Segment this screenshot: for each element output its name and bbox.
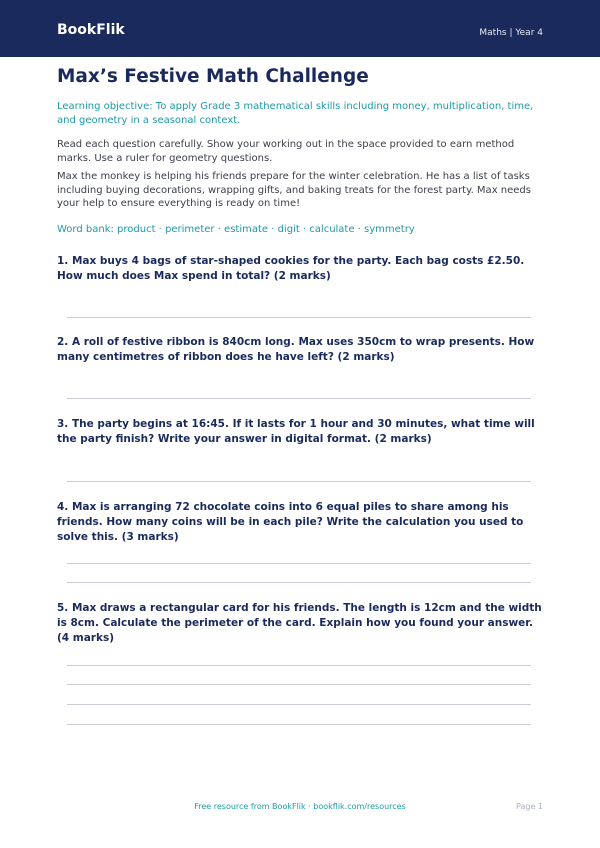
footer-source-link[interactable]: Free resource from BookFlik · bookflik.com/resources [194, 802, 406, 811]
answer-line[interactable] [67, 582, 531, 583]
answer-line[interactable] [67, 563, 531, 564]
answer-line[interactable] [67, 398, 531, 399]
instructions-text: Read each question carefully. Show your working out in the space provided to earn method marks. Use a ruler for geometry questions. [57, 139, 515, 164]
answer-line[interactable] [67, 317, 531, 318]
learning-objective: Learning objective: To apply Grade 3 mathematical skills including money, multiplication, time, and geometry in a seasonal context. [57, 101, 534, 126]
intro-text: Max the monkey is helping his friends prepare for the winter celebration. He has a list of tasks including buying decorations, wrapping gifts, and baking treats for the forest party. Max needs your help to ensure everything is ready on time! [57, 171, 531, 209]
brand-logo-text: BookFlik [57, 22, 125, 38]
answer-line[interactable] [67, 704, 531, 705]
question-3: 3. The party begins at 16:45. If it lasts for 1 hour and 30 minutes, what time will the party finish? Write your answer in digital format. (2 marks) [57, 418, 535, 445]
question-5: 5. Max draws a rectangular card for his friends. The length is 12cm and the width is 8cm. Calculate the perimeter of the card. Explain how you found your answer. (4 marks) [57, 602, 542, 644]
answer-line[interactable] [67, 481, 531, 482]
answer-line[interactable] [67, 684, 531, 685]
question-1: 1. Max buys 4 bags of star-shaped cookies for the party. Each bag costs £2.50. How much does Max spend in total? (2 marks) [57, 255, 525, 282]
subject-year-label: Maths | Year 4 [479, 28, 543, 38]
word-bank: Word bank: product · perimeter · estimate · digit · calculate · symmetry [57, 224, 415, 235]
answer-line[interactable] [67, 724, 531, 725]
question-4: 4. Max is arranging 72 chocolate coins into 6 equal piles to share among his friends. How many coins will be in each pile? Write the calculation you used to solve this. (3 marks) [57, 501, 524, 543]
answer-line[interactable] [67, 665, 531, 666]
worksheet-title: Max’s Festive Math Challenge [57, 66, 369, 87]
page-number: Page 1 [516, 802, 543, 811]
page-header [0, 0, 600, 57]
question-2: 2. A roll of festive ribbon is 840cm long. Max uses 350cm to wrap presents. How many centimetres of ribbon does he have left? (2 marks) [57, 336, 535, 363]
